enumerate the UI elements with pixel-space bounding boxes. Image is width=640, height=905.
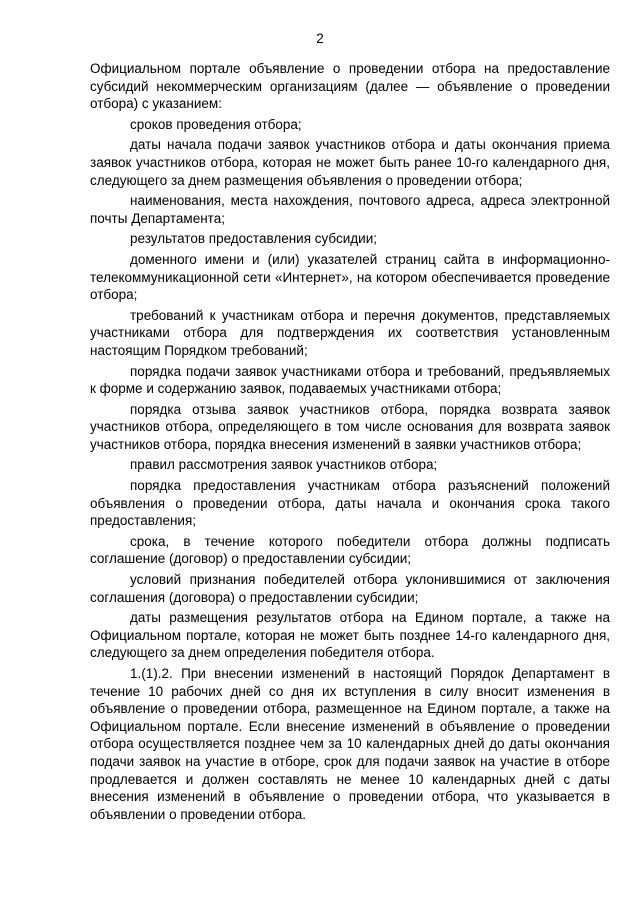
document-body xyxy=(90,60,610,826)
page-number: 2 xyxy=(316,31,324,46)
paragraph-item: даты размещения результатов отбора на Едином портале, а также на Официальном портале, которая не может быть позднее 14-го календарного дня, следующего за днем определения победителя отбора. xyxy=(90,610,610,661)
paragraph-item: наименования, места нахождения, почтового адреса, адреса электронной почты Департамента; xyxy=(90,193,610,226)
paragraph-clause: 1.(1).2. При внесении изменений в настоящий Порядок Департамент в течение 10 рабочих дней со дня их вступления в силу вносит изменения в объявление о проведении отбора, размещенное на Едином портале, а также на Официальном портале. Если внесение изменений в объявление о проведении отбора осуществляется позднее чем за 10 календарных дней до даты окончания подачи заявок на участие в отборе, срок для подачи заявок на участие в отборе продлевается и должен составлять не менее 10 календарных дней с даты внесения изменений в объявление о проведении отбора, что указывается в объявлении о проведении отбора. xyxy=(90,666,610,822)
paragraph-item: порядка предоставления участникам отбора разъяснений положений объявления о проведении отбора, даты начала и окончания срока такого предоставления; xyxy=(90,478,610,529)
paragraph-item: даты начала подачи заявок участников отбора и даты окончания приема заявок участников отбора, которая не может быть ранее 10-го календарного дня, следующего за днем размещения объявления о проведении отбора; xyxy=(90,137,610,188)
paragraph-item: условий признания победителей отбора уклонившимися от заключения соглашения (договора) о предоставлении субсидии; xyxy=(90,572,610,605)
paragraph-item: срока, в течение которого победители отбора должны подписать соглашение (договор) о предоставлении субсидии; xyxy=(90,533,610,567)
paragraph-item: доменного имени и (или) указателей страниц сайта в информационно-телекоммуникационной сети «Интернет», на котором обеспечивается проведение отбора; xyxy=(90,251,610,303)
paragraph-continuation: Официальном портале объявление о проведении отбора на предоставление субсидий некоммерческим организациям (далее — объявление о проведении отбора) с указанием: xyxy=(90,61,610,112)
paragraph-item: требований к участникам отбора и перечня документов, представляемых участниками отбора для подтверждения их соответствия установленным настоящим Порядком требований; xyxy=(90,307,610,358)
paragraph-item: порядка отзыва заявок участников отбора, порядка возврата заявок участников отбора, определяющего в том числе основания для возврата заявок участников отбора, порядка внесения изменений в заявки участников отбора; xyxy=(90,401,610,452)
paragraph-item: правил рассмотрения заявок участников отбора; xyxy=(130,457,438,473)
paragraph-item: результатов предоставления субсидии; xyxy=(130,231,378,247)
paragraph-item: порядка подачи заявок участниками отбора и требований, предъявляемых к форме и содержанию заявок, подаваемых участниками отбора; xyxy=(90,363,610,397)
paragraph-item: сроков проведения отбора; xyxy=(130,116,302,132)
